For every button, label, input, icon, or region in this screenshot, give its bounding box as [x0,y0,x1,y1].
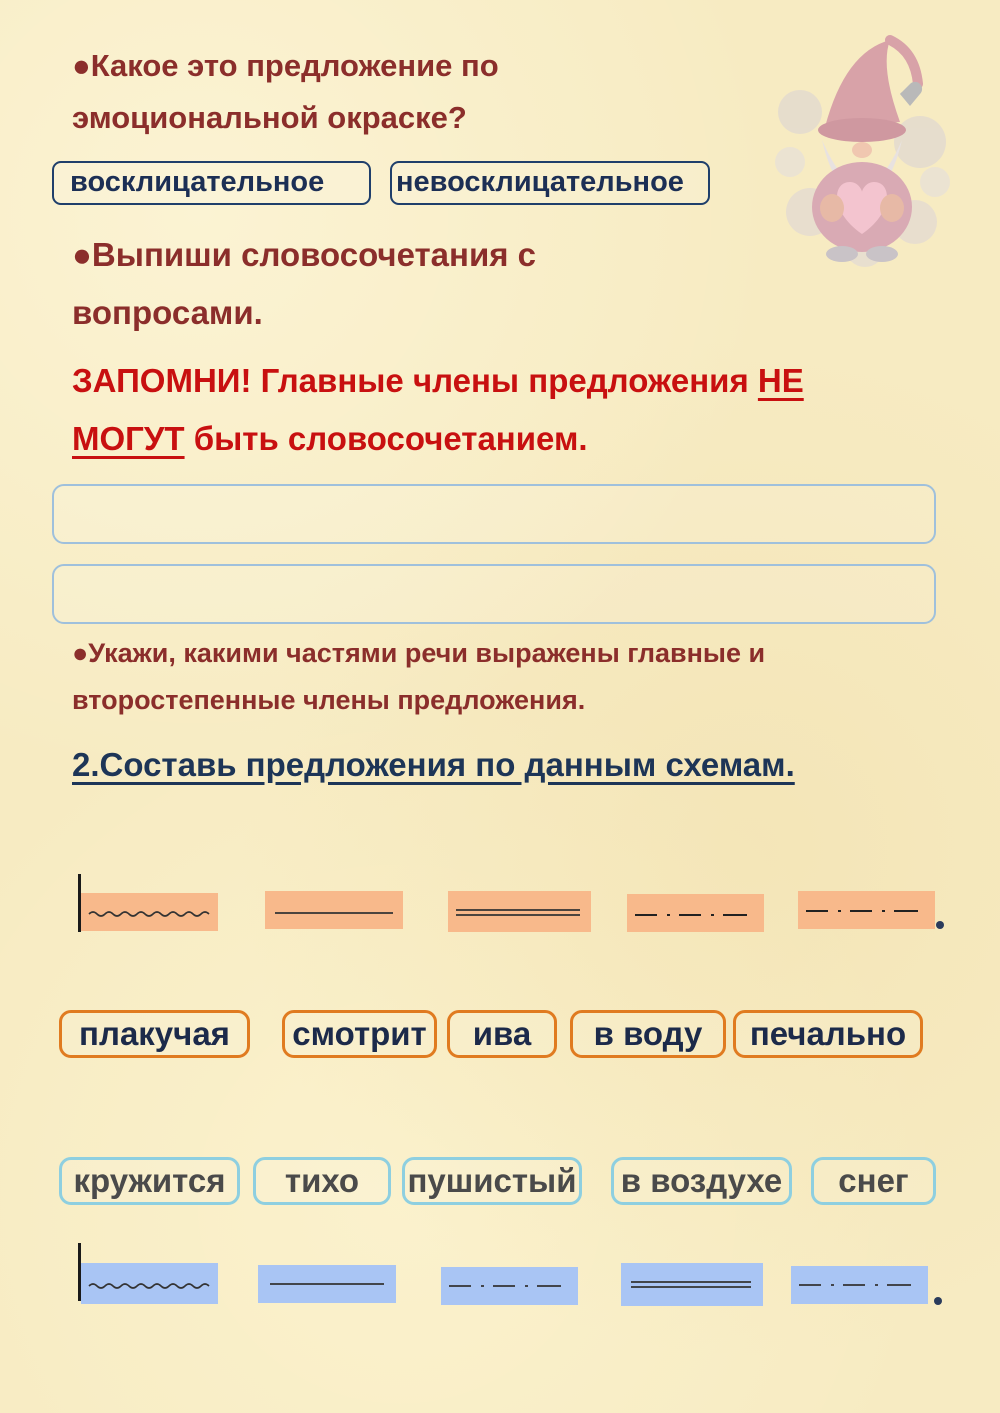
choice-exclamatory[interactable]: восклицательное [52,161,371,205]
question-line: вопросами. [72,294,263,331]
remember-note [72,352,804,468]
question-parts-of-speech [72,630,765,724]
word-tile[interactable]: ива [447,1010,557,1058]
remember-text-end: быть словосочетанием. [184,420,588,457]
word-tile[interactable]: тихо [253,1157,391,1205]
scheme-double-line [621,1263,763,1306]
scheme-dash-dot-line [791,1266,928,1304]
question-emotional-coloring [72,40,499,144]
word-tile[interactable]: в воздухе [611,1157,792,1205]
word-tile[interactable]: снег [811,1157,936,1205]
word-tile[interactable]: кружится [59,1157,240,1205]
question-write-phrases [72,226,536,342]
question-line: ●Укажи, какими частями речи выражены главные и [72,638,766,668]
scheme-dash-dot-line [441,1267,578,1305]
question-line: ●Выпиши словосочетания с [72,236,537,273]
scheme-dash-dot-line [627,894,764,932]
answer-field-2[interactable] [52,564,936,624]
task2-title: 2.Составь предложения по данным схемам. [72,746,795,783]
scheme-wavy-line [81,893,218,931]
word-tile[interactable]: плакучая [59,1010,250,1058]
choice-non-exclamatory[interactable]: невосклицательное [390,161,710,205]
remember-text: ЗАПОМНИ! Главные члены предложения [72,362,758,399]
question-line: эмоциональной окраске? [72,100,467,135]
scheme-wavy-line [81,1263,218,1304]
word-tile[interactable]: смотрит [282,1010,437,1058]
scheme-double-line [448,891,591,932]
word-tile[interactable]: пушистый [402,1157,582,1205]
scheme-single-line [265,891,403,929]
gnome-holding-heart-icon [770,22,955,272]
sentence-end-period [936,921,944,929]
question-line: ●Какое это предложение по [72,48,499,83]
word-tile[interactable]: в воду [570,1010,726,1058]
word-tile[interactable]: печально [733,1010,923,1058]
remember-underlined-mogut: МОГУТ [72,420,185,457]
scheme-single-line [258,1265,396,1303]
answer-field-1[interactable] [52,484,936,544]
scheme-dash-dot-line [798,891,935,929]
remember-underlined-ne: НЕ [757,362,804,399]
sentence-end-period [934,1297,942,1305]
question-line: второстепенные члены предложения. [72,685,586,715]
